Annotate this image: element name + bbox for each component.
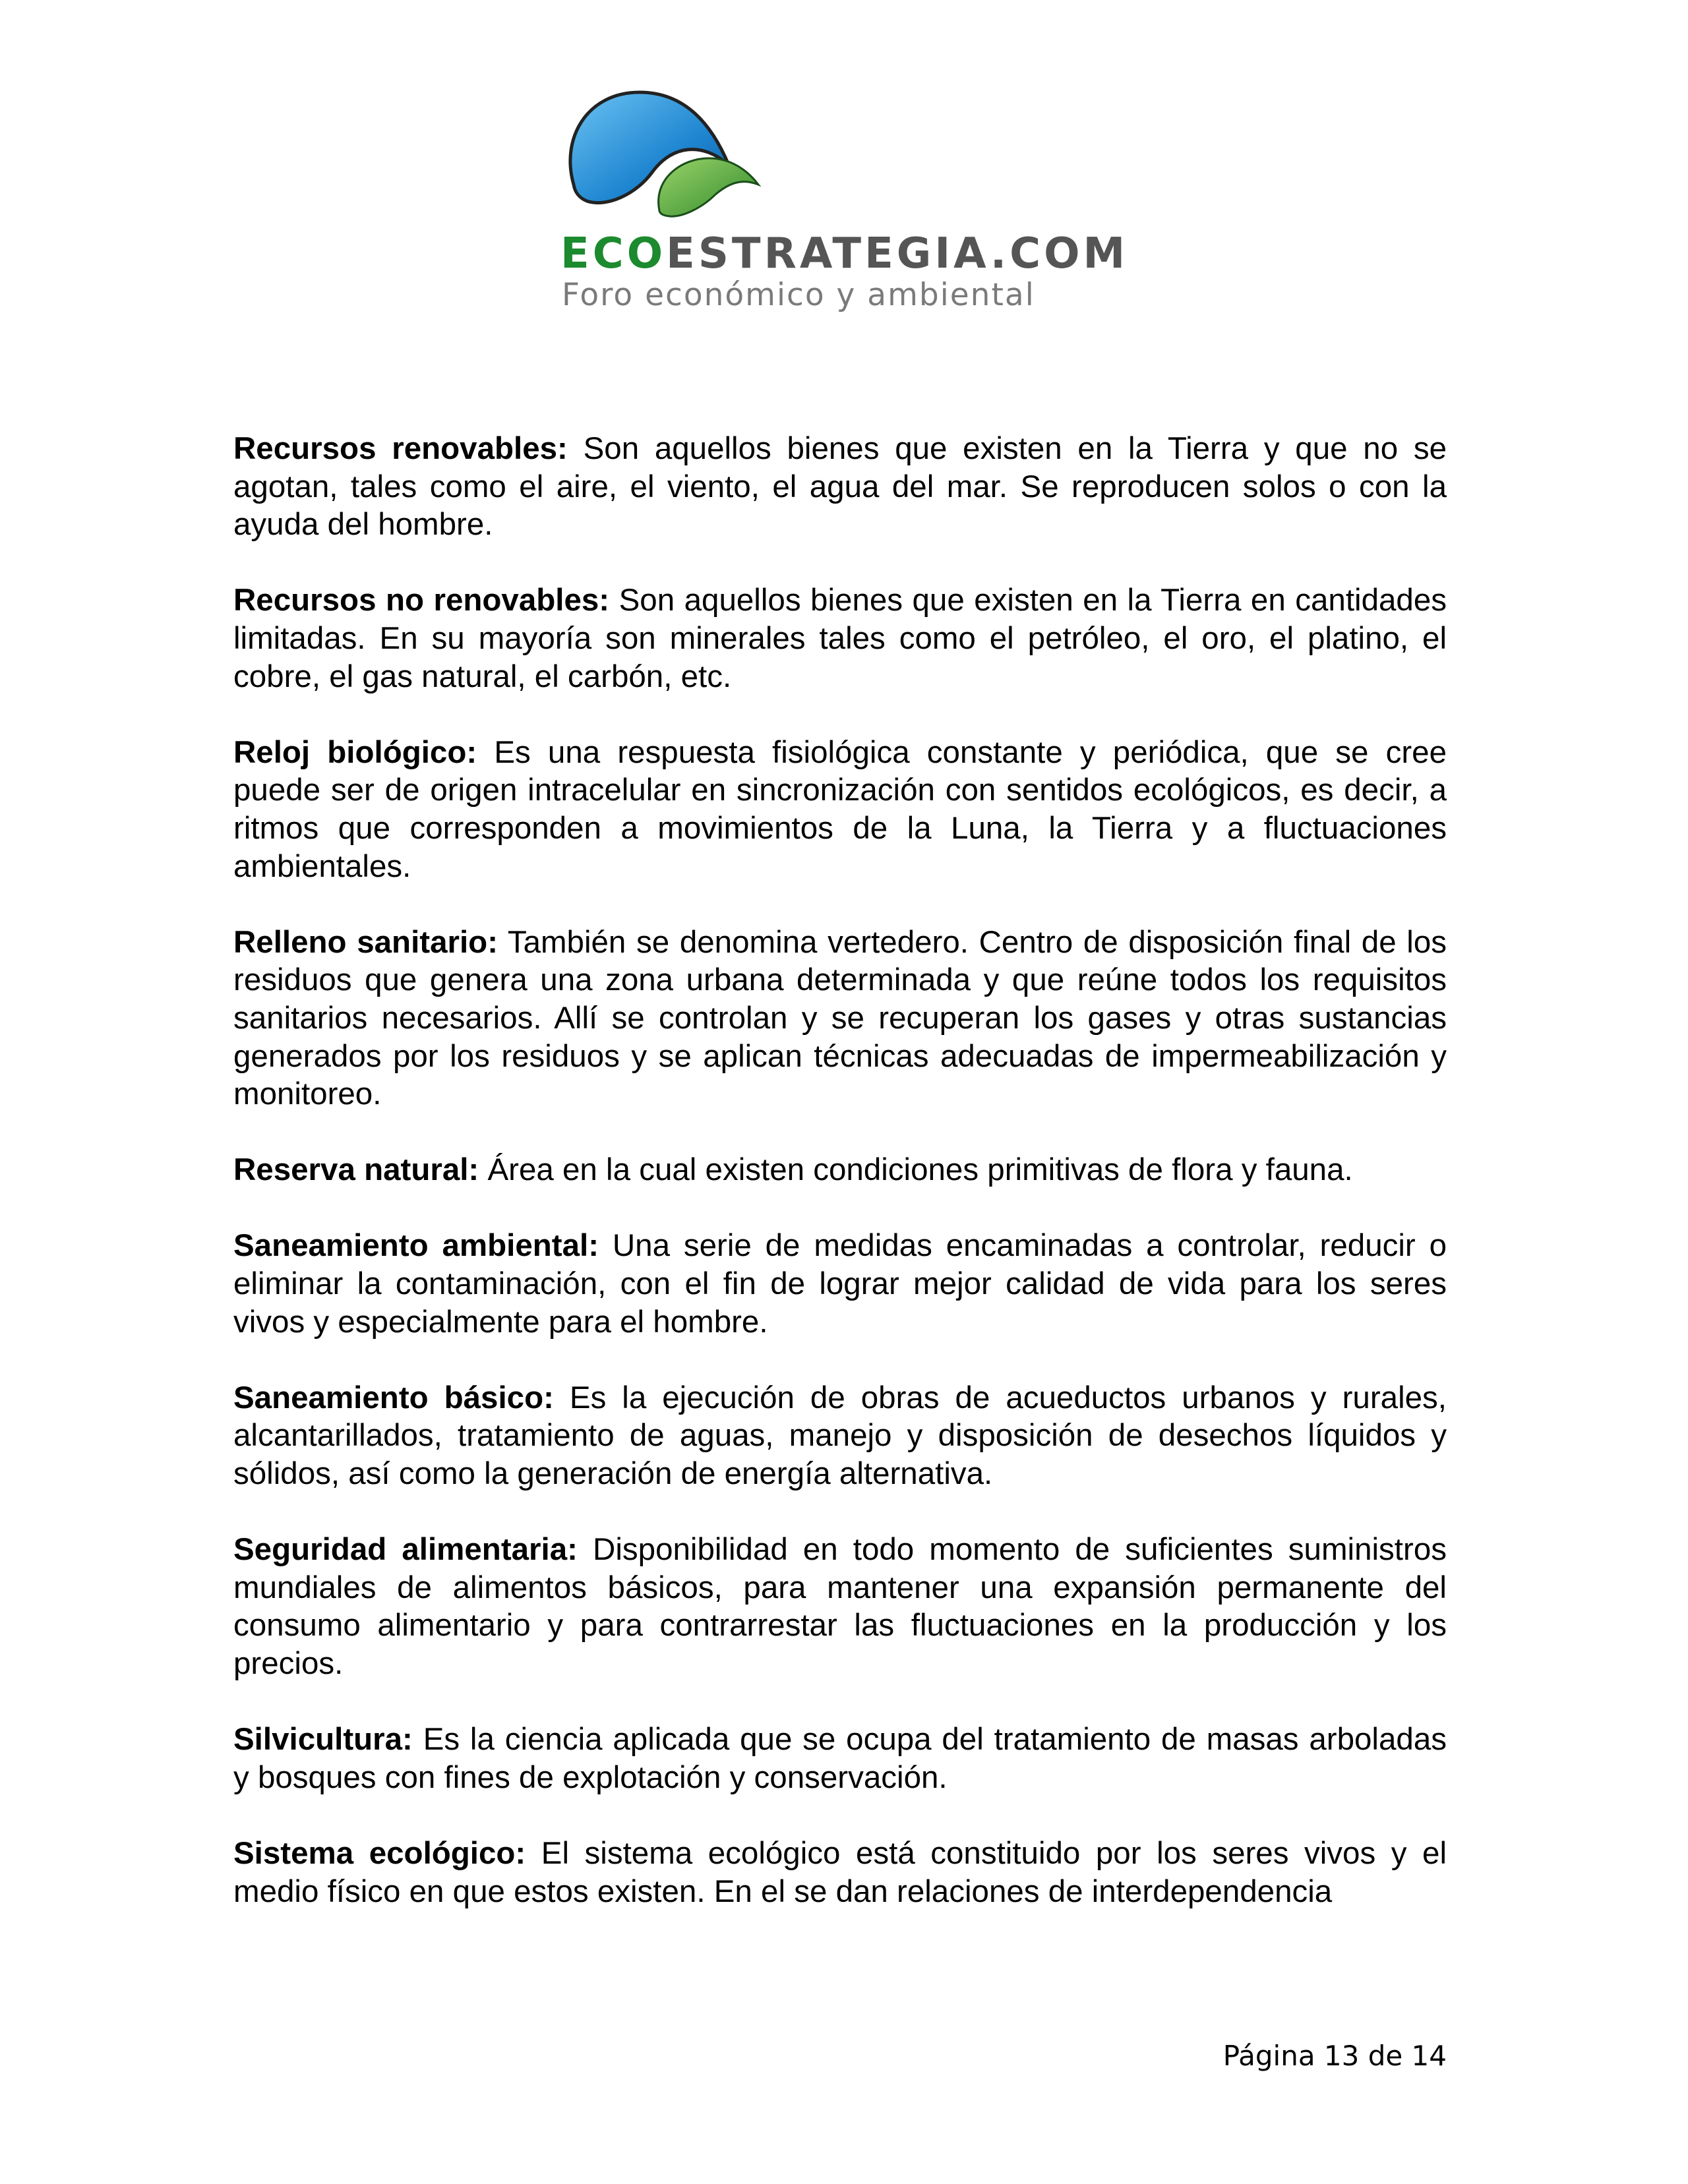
glossary-term: Saneamiento ambiental: (233, 1228, 599, 1264)
glossary-entry (233, 1531, 1447, 1682)
glossary-term: Recursos no renovables: (233, 583, 610, 618)
glossary-entry (233, 1835, 1447, 1910)
logo-wave-icon (560, 86, 771, 231)
glossary-entry (233, 1151, 1447, 1189)
glossary-entry (233, 924, 1447, 1113)
glossary-entry (233, 1721, 1447, 1796)
page-number: Página 13 de 14 (1222, 2040, 1447, 2072)
glossary-definition: Es la ejecución de obras de acueductos urbanos y rurales, alcantarillados, tratamiento de aguas, manejo y disposición de desechos líquidos y sólidos, así como la generación de energía alternativa. (233, 1380, 1447, 1492)
glossary-term: Reloj biológico: (233, 734, 477, 770)
logo-wordmark-rest: ESTRATEGIA.COM (666, 229, 1129, 278)
glossary-definition: Una serie de medidas encaminadas a controlar, reducir o eliminar la contaminación, con el fin de lograr mejor calidad de vida para los seres vivos y especialmente para el hombre. (233, 1228, 1447, 1340)
glossary-definition: También se denomina vertedero. Centro de disposición final de los residuos que genera una zona urbana determinada y que reúne todos los requisitos sanitarios necesarios. Allí se controlan y se recuperan los gases y otras sustancias generados por los residuos y se aplican técnicas adecuadas de impermeabilización y monitoreo. (233, 924, 1447, 1112)
logo-tagline: Foro económico y ambiental (562, 277, 1035, 313)
glossary-term: Recursos renovables: (233, 431, 568, 466)
glossary-term: Silvicultura: (233, 1722, 413, 1757)
glossary-definition: Es una respuesta fisiológica constante y periódica, que se cree puede ser de origen intracelular en sincronización con sentidos ecológicos, es decir, a ritmos que corresponden a movimientos de la Luna, la Tierra y a fluctuaciones ambientales. (233, 734, 1447, 884)
glossary-definition: Son aquellos bienes que existen en la Tierra en cantidades limitadas. En su mayoría son minerales tales como el petróleo, el oro, el platino, el cobre, el gas natural, el carbón, etc. (233, 583, 1447, 694)
glossary-term: Relleno sanitario: (233, 924, 498, 960)
logo (560, 86, 1129, 323)
glossary-term: Sistema ecológico: (233, 1835, 526, 1871)
glossary-definition: Área en la cual existen condiciones primitivas de flora y fauna. (487, 1152, 1353, 1188)
glossary-entry (233, 1379, 1447, 1493)
glossary-entry (233, 1227, 1447, 1341)
glossary-term: Saneamiento básico: (233, 1380, 554, 1415)
glossary-term: Seguridad alimentaria: (233, 1532, 578, 1568)
glossary-definition: El sistema ecológico está constituido por los seres vivos y el medio físico en que estos existen. En el se dan relaciones de interdependencia (233, 1835, 1447, 1909)
glossary-content (233, 430, 1447, 1949)
glossary-definition: Es la ciencia aplicada que se ocupa del tratamiento de masas arboladas y bosques con fines de explotación y conservación. (233, 1722, 1447, 1795)
glossary-term: Reserva natural: (233, 1152, 479, 1188)
glossary-definition: Disponibilidad en todo momento de suficientes suministros mundiales de alimentos básicos, para mantener una expansión permanente del consumo alimentario y para contrarrestar las fluctuaciones en la producción y los precios. (233, 1532, 1447, 1681)
glossary-entry (233, 430, 1447, 544)
glossary-definition: Son aquellos bienes que existen en la Tierra y que no se agotan, tales como el aire, el viento, el agua del mar. Se reproducen solos o con la ayuda del hombre. (233, 431, 1447, 543)
logo-wordmark (560, 229, 1128, 278)
glossary-entry (233, 734, 1447, 885)
logo-wordmark-eco: ECO (560, 229, 667, 278)
glossary-entry (233, 581, 1447, 695)
